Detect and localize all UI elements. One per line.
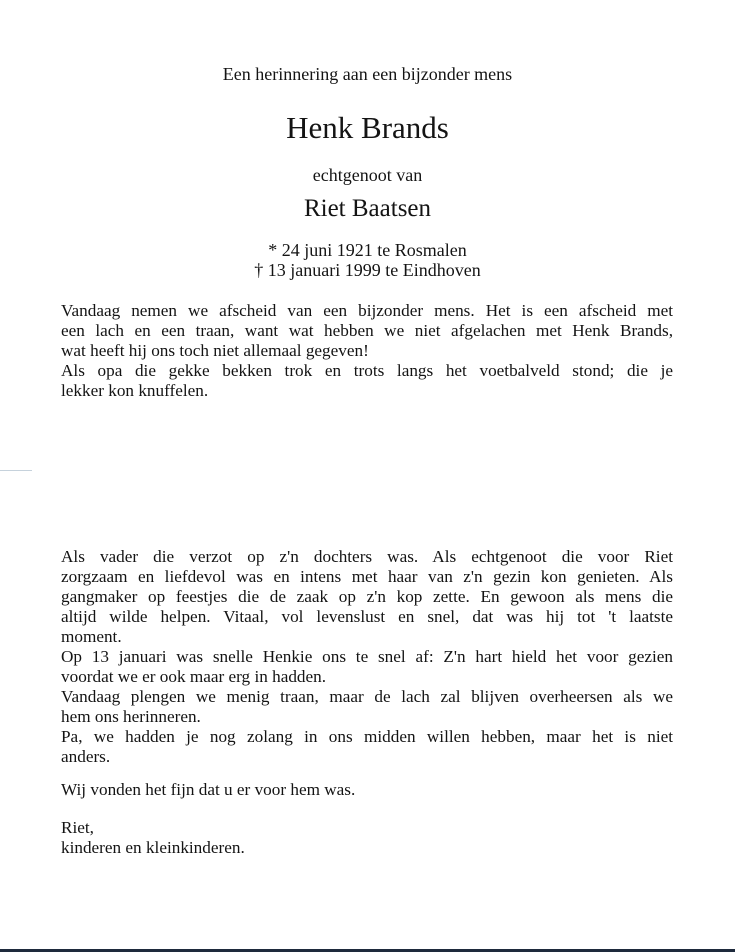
paragraph-1 bbox=[61, 301, 673, 401]
text-line: Pa, we hadden je nog zolang in ons midden willen hebben, maar het is niet bbox=[61, 727, 673, 746]
birth-date: * 24 juni 1921 te Rosmalen bbox=[268, 240, 467, 260]
spouse-name: Riet Baatsen bbox=[303, 195, 432, 222]
text-line: een lach en een traan, want wat hebben we niet afgelachen met Henk Brands, bbox=[61, 321, 673, 340]
text-line: Wij vonden het fijn dat u er voor hem was. bbox=[61, 780, 356, 799]
text-line: moment. bbox=[61, 627, 122, 646]
text-line: lekker kon knuffelen. bbox=[61, 381, 209, 400]
closing-line bbox=[61, 780, 673, 800]
text-line: altijd wilde helpen. Vitaal, vol levenslust en snel, dat was hij tot 't laatste bbox=[61, 607, 673, 626]
text-line: gangmaker op feestjes die de zaak op z'n kop zette. En gewoon als mens die bbox=[61, 587, 673, 606]
signature-line: Riet, bbox=[61, 818, 94, 837]
death-date: † 13 januari 1999 te Eindhoven bbox=[254, 260, 481, 280]
paragraph-2 bbox=[61, 547, 673, 767]
text-line: zorgzaam en liefdevol was en intens met haar van z'n gezin kon genieten. Als bbox=[61, 567, 673, 586]
text-line: Vandaag plengen we menig traan, maar de lach zal blijven overheersen als we bbox=[61, 687, 673, 706]
signature-line: kinderen en kleinkinderen. bbox=[61, 838, 245, 857]
text-line: voordat we er ook maar erg in hadden. bbox=[61, 667, 327, 686]
text-line: Als opa die gekke bekken trok en trots langs het voetbalveld stond; die je bbox=[61, 361, 673, 380]
text-line: hem ons herinneren. bbox=[61, 707, 201, 726]
life-dates bbox=[0, 240, 735, 280]
text-line: Vandaag nemen we afscheid van een bijzonder mens. Het is een afscheid met bbox=[61, 301, 673, 320]
text-line: anders. bbox=[61, 747, 111, 766]
text-line: Als vader die verzot op z'n dochters was. Als echtgenoot die voor Riet bbox=[61, 547, 673, 566]
intro-line: Een herinnering aan een bijzonder mens bbox=[222, 64, 513, 84]
signature-block bbox=[61, 818, 673, 858]
deceased-name: Henk Brands bbox=[286, 110, 449, 145]
spouse-label: echtgenoot van bbox=[312, 165, 423, 185]
scan-mark bbox=[0, 470, 32, 471]
text-line: Op 13 januari was snelle Henkie ons te snel af: Z'n hart hield het voor gezien bbox=[61, 647, 673, 666]
text-line: wat heeft hij ons toch niet allemaal gegeven! bbox=[61, 341, 369, 360]
